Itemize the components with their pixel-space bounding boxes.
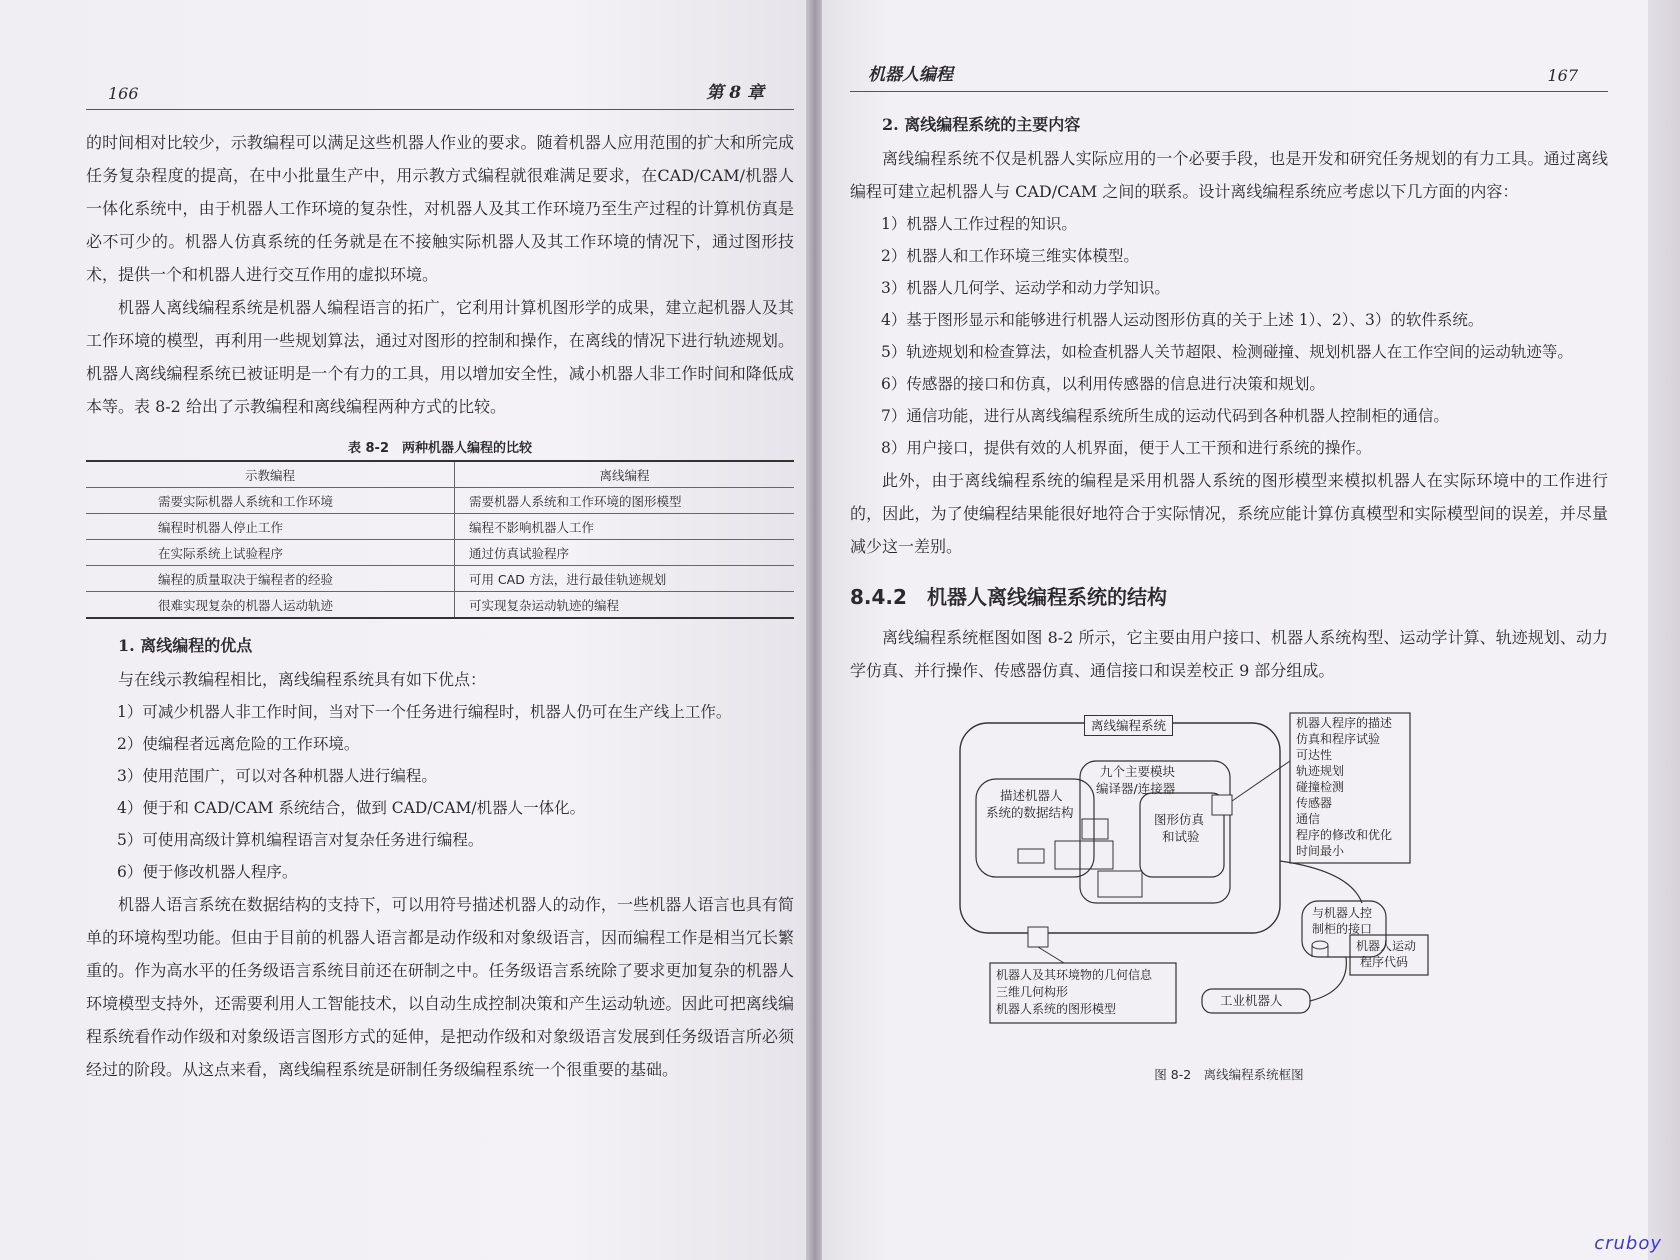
left-page <box>0 0 808 1260</box>
table-cell: 可实现复杂运动轨迹的编程 <box>454 592 794 619</box>
system-label: 离线编程系统 <box>1084 715 1173 736</box>
section-842-title: 8.4.2 机器人离线编程系统的结构 <box>850 585 1167 609</box>
content-item: 2）机器人和工作环境三维实体模型。 <box>881 247 1139 265</box>
geometry-line: 机器人及其环境物的几何信息 <box>996 968 1153 982</box>
table-row <box>86 540 794 566</box>
section-contents-title: 2. 离线编程系统的主要内容 <box>882 115 1081 134</box>
content-item: 4）基于图形显示和能够进行机器人运动图形仿真的关于上述 1）、2）、3）的软件系统。 <box>881 311 1484 329</box>
table-header-row <box>86 461 794 488</box>
advantage-item: 4）便于和 CAD/CAM 系统结合，做到 CAD/CAM/机器人一体化。 <box>117 799 586 817</box>
table-cell: 需要机器人系统和工作环境的图形模型 <box>454 488 794 514</box>
table-cell: 很难实现复杂的机器人运动轨迹 <box>86 592 454 619</box>
section-advantages-title: 1. 离线编程的优点 <box>118 636 253 655</box>
simulation-label-2: 和试验 <box>1162 829 1200 844</box>
desc-line: 碰撞检测 <box>1296 780 1345 794</box>
desc-line: 传感器 <box>1296 796 1333 810</box>
table-row <box>86 514 794 540</box>
watermark: cruboy <box>1594 1233 1662 1254</box>
table-header-offline: 离线编程 <box>454 461 794 488</box>
desc-line: 时间最小 <box>1296 844 1345 858</box>
modules-label: 九个主要模块 <box>1100 764 1176 779</box>
interface-label: 与机器人控 <box>1312 906 1373 920</box>
data-structure-label-2: 系统的数据结构 <box>986 805 1074 820</box>
section-advantages-intro: 与在线示教编程相比，离线编程系统具有如下优点： <box>118 670 487 689</box>
bottom-geometry-box <box>996 967 1152 1018</box>
chapter-title: 第 8 章 <box>706 83 764 103</box>
content-item: 6）传感器的接口和仿真，以利用传感器的信息进行决策和规划。 <box>881 375 1325 393</box>
table-cell: 在实际系统上试验程序 <box>86 540 454 566</box>
left-paragraph-1: 的时间相对比较少，示教编程可以满足这些机器人作业的要求。随着机器人应用范围的扩大和所完成任务复杂程度的提高，在中小批量生产中，用示教方式编程就很难满足要求，在CAD/CAM/机器人一体化系统中，由于机器人工作环境的复杂性，对机器人及其工作环境乃至生产过程的计算机仿真是必不可少的。机器人仿真系统的任务就是在不接触实际机器人及其工作环境的情况下，通过图形技术，提供一个和机器人进行交互作用的虚拟环境。 <box>86 133 794 284</box>
geometry-line: 三维几何构形 <box>996 985 1069 999</box>
desc-line: 通信 <box>1296 812 1321 826</box>
code-label-2: 程序代码 <box>1360 955 1409 969</box>
content-item: 5）轨迹规划和检查算法，如检查机器人关节超限、检测碰撞、规划机器人在工作空间的运动轨迹等。 <box>881 343 1573 361</box>
desc-line: 轨迹规划 <box>1296 764 1345 778</box>
desc-line: 机器人程序的描述 <box>1296 716 1393 730</box>
right-paragraph-2: 此外，由于离线编程系统的编程是采用机器人系统的图形模型来模拟机器人在实际环境中的工作进行的，因此，为了使编程结果能很好地符合于实际情况，系统应能计算仿真模型和实际模型间的误差，并尽量减少这一差别。 <box>850 471 1608 556</box>
advantage-item: 1）可减少机器人非工作时间，当对下一个任务进行编程时，机器人仍可在生产线上工作。 <box>117 703 732 721</box>
advantage-item: 3）使用范围广，可以对各种机器人进行编程。 <box>117 767 437 785</box>
table-cell: 通过仿真试验程序 <box>454 540 794 566</box>
content-item: 1）机器人工作过程的知识。 <box>881 215 1077 233</box>
figure-caption: 图 8-2 离线编程系统框图 <box>1154 1067 1304 1082</box>
content-item: 3）机器人几何学、运动学和动力学知识。 <box>881 279 1170 297</box>
right-page-number: 167 <box>1547 66 1578 85</box>
table-cell: 需要实际机器人系统和工作环境 <box>86 488 454 514</box>
industrial-robot-label: 工业机器人 <box>1220 993 1283 1008</box>
table-cell: 编程不影响机器人工作 <box>454 514 794 540</box>
right-description-box <box>1296 715 1392 859</box>
table-header-teach: 示教编程 <box>86 461 454 488</box>
data-structure-label: 描述机器人 <box>1000 788 1063 803</box>
desc-line: 仿真和程序试验 <box>1296 732 1381 746</box>
desc-line: 程序的修改和优化 <box>1296 828 1393 842</box>
table-row <box>86 592 794 619</box>
table-cell: 编程的质量取决于编程者的经验 <box>86 566 454 592</box>
advantage-item: 6）便于修改机器人程序。 <box>117 863 298 881</box>
table-row <box>86 488 794 514</box>
compiler-label: 编译器/连接器 <box>1096 781 1176 796</box>
left-page-number: 166 <box>108 84 139 103</box>
table-cell: 编程时机器人停止工作 <box>86 514 454 540</box>
simulation-label: 图形仿真 <box>1154 812 1205 827</box>
comparison-table <box>86 460 794 619</box>
interface-label-2: 制柜的接口 <box>1312 922 1373 936</box>
table-cell: 可用 CAD 方法，进行最佳轨迹规划 <box>454 566 794 592</box>
table-row <box>86 566 794 592</box>
desc-line: 可达性 <box>1296 748 1333 762</box>
content-item: 7）通信功能，进行从离线编程系统所生成的运动代码到各种机器人控制柜的通信。 <box>881 407 1449 425</box>
advantage-item: 2）使编程者远离危险的工作环境。 <box>117 735 360 753</box>
code-label: 机器人运动 <box>1356 939 1417 953</box>
advantage-item: 5）可使用高级计算机编程语言对复杂任务进行编程。 <box>117 831 484 849</box>
right-paragraph-1: 离线编程系统不仅是机器人实际应用的一个必要手段，也是开发和研究任务规划的有力工具。通过离线编程可建立起机器人与 CAD/CAM 之间的联系。设计离线编程系统应考虑以下几方面的内容： <box>850 149 1608 201</box>
left-paragraph-3: 机器人语言系统在数据结构的支持下，可以用符号描述机器人的动作，一些机器人语言也具有简单的环境构型功能。但由于目前的机器人语言都是动作级和对象级语言，因而编程工作是相当冗长繁重的。作为高水平的任务级语言系统目前还在研制之中。任务级语言系统除了要求更加复杂的机器人环境模型支持外，还需要利用人工智能技术，以自动生成控制决策和产生运动轨迹。因此可把离线编程系统看作动作级和对象级语言图形方式的延伸，是把动作级和对象级语言发展到任务级语言所必须经过的阶段。从这点来看，离线编程系统是研制任务级编程系统一个很重要的基础。 <box>86 895 794 1079</box>
content-item: 8）用户接口，提供有效的人机界面，便于人工干预和进行系统的操作。 <box>881 439 1372 457</box>
right-page <box>822 0 1648 1260</box>
right-header-title: 机器人编程 <box>868 65 953 85</box>
system-diagram <box>850 701 1610 1061</box>
left-page-header <box>86 0 794 110</box>
right-page-header <box>850 0 1608 92</box>
left-paragraph-2: 机器人离线编程系统是机器人编程语言的拓广，它利用计算机图形学的成果，建立起机器人及其工作环境的模型，再利用一些规划算法，通过对图形的控制和操作，在离线的情况下进行轨迹规划。机器人离线编程系统已被证明是一个有力的工具，用以增加安全性，减小机器人非工作时间和降低成本等。表 8-2 给出了示教编程和离线编程两种方式的比较。 <box>86 298 794 416</box>
page-edge <box>1648 0 1680 1260</box>
right-paragraph-3: 离线编程系统框图如图 8-2 所示，它主要由用户接口、机器人系统构型、运动学计算、轨迹规划、动力学仿真、并行操作、传感器仿真、通信接口和误差校正 9 部分组成。 <box>850 628 1608 680</box>
table-caption: 表 8-2 两种机器人编程的比较 <box>347 441 532 456</box>
geometry-line: 机器人系统的图形模型 <box>996 1002 1117 1016</box>
